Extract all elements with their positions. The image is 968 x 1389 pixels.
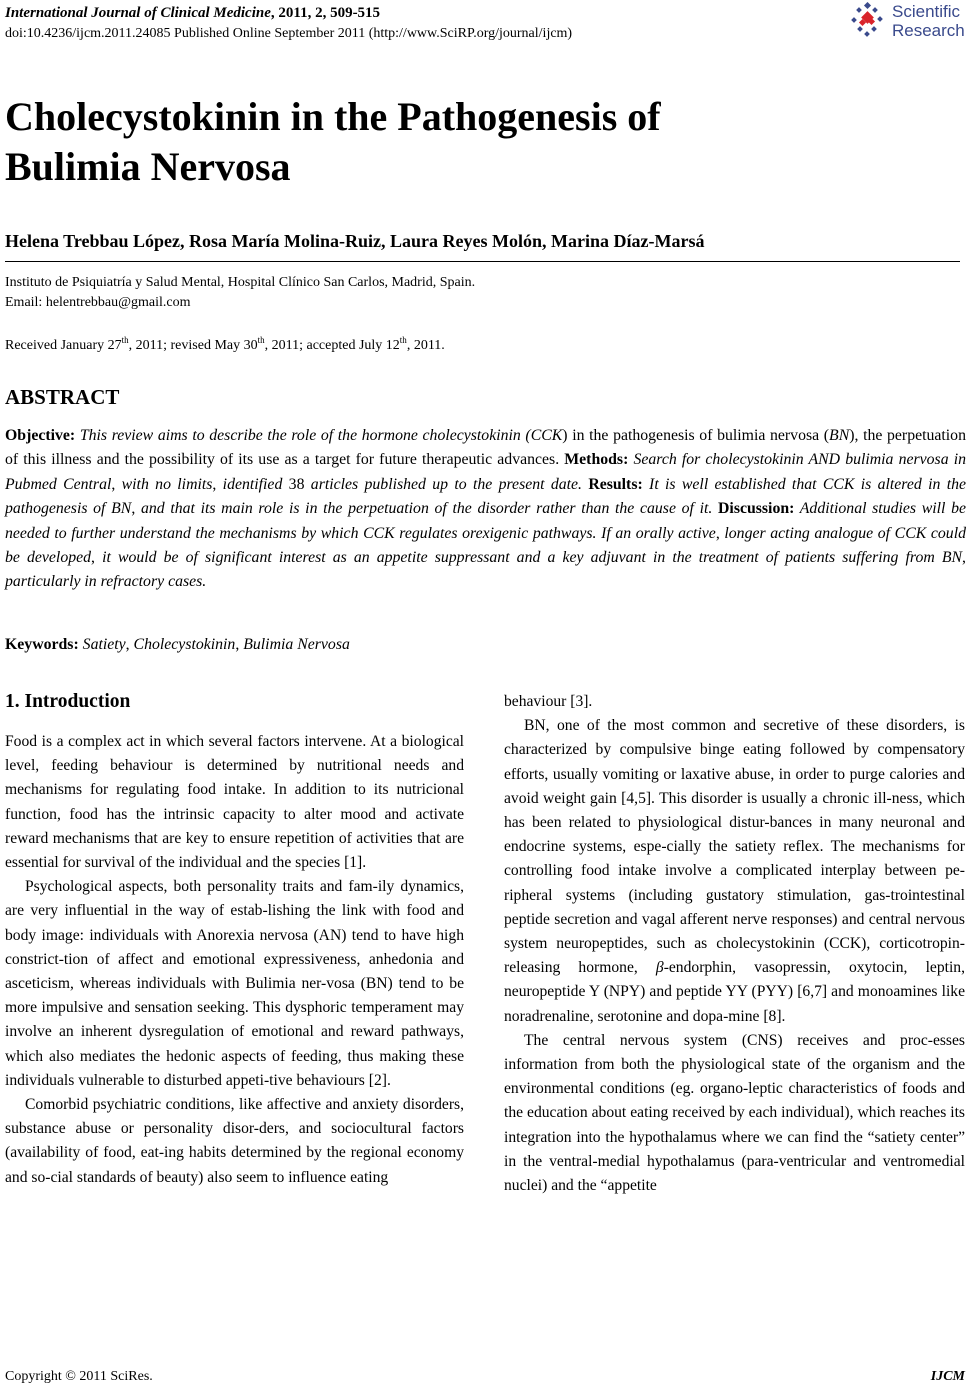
intro-paragraph: behaviour [3]. <box>504 693 593 710</box>
abstract-text: BN <box>829 427 850 444</box>
received-text: Received January 27 <box>5 338 122 353</box>
abstract-text: Search for cholecystokinin AND bulimia nervosa in Pubmed Central <box>5 451 966 493</box>
colon: : <box>623 451 629 469</box>
journal-issue: , 2011, 2, 509-515 <box>270 5 381 21</box>
paper-title <box>5 92 905 192</box>
logo-word-research: Research <box>892 21 965 40</box>
ordinal-suffix: th <box>121 335 129 345</box>
author-email: Email: helentrebbau@gmail.com <box>5 295 191 310</box>
abstract-body <box>5 424 966 595</box>
comma: , <box>715 524 720 542</box>
paragraph-text: BN, one of the most common and secretive of these disorders, is characterized by compulsive binge eating followed by compensatory efforts, usually vomiting or laxative abuse, in order to purge calories and avoid weight gain [4,5]. This disorder is usually a chronic ill-ness, which has been related to physiological distur-bances in many neuronal and endocrine systems, espe-cially the satiety reflex. The mechanisms for controlling food intake involve a complicated interplay between pe-ripheral systems (including gustatory stimulation, gas-trointestinal peptide secretion and vagal afferent nerve responses) and central nervous system neuropeptides, such as cholecystokinin (CCK), corticotropin-releasing hormone, <box>504 717 965 977</box>
left-column <box>5 730 464 1190</box>
methods-label: Methods <box>564 451 624 469</box>
journal-name: International Journal of Clinical Medicine <box>5 5 271 21</box>
right-column <box>504 690 965 1198</box>
year-text: , 2011. <box>406 338 445 353</box>
abstract-text: it would be of significant interest as an appetite suppressant and a key adjuvant in the treatment of patients suffering from BN <box>94 549 963 567</box>
abstract-text: identified <box>216 475 289 493</box>
abstract-text: 38 <box>288 475 305 493</box>
journal-header <box>5 4 380 22</box>
intro-paragraph <box>504 714 965 1029</box>
received-dates <box>5 336 445 356</box>
ordinal-suffix: th <box>257 335 265 345</box>
abstract-text: CCK <box>530 427 563 444</box>
abstract-text: articles published up to the present date. <box>304 475 589 493</box>
colon: : <box>69 427 76 444</box>
abstract-heading: ABSTRACT <box>5 385 120 409</box>
accepted-text: , 2011; accepted July 12 <box>264 338 400 353</box>
intro-paragraph: Comorbid psychiatric conditions, like affective and anxiety disorders, substance abuse or personality disor-ders, and sociocultural factors (availability of food, eat-ing habits determined by the regional economy and so-cial standards of beauty) also seem to influence eating <box>5 1096 464 1186</box>
comma: , <box>111 475 116 493</box>
comma: , <box>235 636 240 653</box>
abstract-text: with no limits <box>115 475 213 493</box>
keyword: Satiety <box>78 636 126 653</box>
paragraph-text: -endorphin, vasopressin, oxytocin, leptin, neuropeptide Y (NPY) and peptide YY (PYY) [6,7] and monoamines like noradrenaline, serotonine and dopa-mine [8]. <box>504 959 965 1025</box>
colon: : <box>73 636 79 653</box>
logo-word-scientific: Scientific <box>892 2 961 21</box>
footer-journal-abbr: IJCM <box>930 1369 965 1384</box>
abstract-text: ), the perpetuation of this illness and the possibility of its use as a target for future therapeutic advances. <box>5 427 966 469</box>
keyword: Bulimia Nervosa <box>239 636 350 653</box>
abstract-text: and that its main role is in the perpetuation of the disorder rather than the cause of it. <box>135 500 719 518</box>
discussion-label: Discussion <box>718 500 790 518</box>
colon: : <box>789 500 795 518</box>
title-line-1: Cholecystokinin in the Pathogenesis of <box>5 94 661 139</box>
abstract-text: ) in the pathogenesis of bulimia nervosa ( <box>562 427 830 444</box>
abstract-text: It is well established that CCK is altered in the pathogenesis of BN <box>5 475 967 518</box>
abstract-text: longer acting analogue of CCK could be developed <box>5 524 966 567</box>
keyword: Cholecystokinin <box>129 636 236 653</box>
intro-paragraph: Psychological aspects, both personality traits and fam-ily dynamics, are very influential in the way of estab-lishing the link with food and body image: individuals with Anorexia nervosa (AN) tend to have high constrict-tion of affect and emotional expressiveness, anhedonia and asceticism, whereas individuals with Bulimia ner-vosa (BN) tend to be more impulsive and sensation seeking. This dysphoric temperament may involve an inherent dysregulation of emotional and reward pathways, which also mediates the hedonic aspects of feeding, thus making these individuals vulnerable to disturbed appeti-tive behaviours [2]. <box>5 878 464 1089</box>
header-divider <box>5 261 960 262</box>
author-list: Helena Trebbau López, Rosa María Molina-Ruiz, Laura Reyes Molón, Marina Díaz-Marsá <box>5 231 705 251</box>
abstract-text: This review aims to describe the role of the hormone cholecystokinin ( <box>75 427 531 444</box>
comma: , <box>131 500 136 518</box>
introduction-heading: 1. Introduction <box>5 691 131 712</box>
comma: , <box>212 475 217 493</box>
affiliation: Instituto de Psiquiatría y Salud Mental, Hospital Clínico San Carlos, Madrid, Spain. <box>5 275 476 290</box>
intro-paragraph: The central nervous system (CNS) receives and proc-esses information from both the physiological state of the organism and the environmental conditions (eg. organo-leptic characteristics of foods and the education about eating received by each individual), which reaches its integration into the hypothalamus where we can find the “satiety center” in the ventral-medial hypothalamus (para-ventricular and ventromedial nuclei) and the “appetite <box>504 1031 965 1195</box>
comma: , <box>91 549 95 567</box>
ordinal-suffix: th <box>399 335 407 345</box>
revised-text: , 2011; revised May 30 <box>128 338 258 353</box>
comma: , <box>125 636 130 653</box>
comma: , <box>962 549 966 567</box>
objective-label: Objective <box>5 427 70 444</box>
footer-copyright: Copyright © 2011 SciRes. <box>5 1369 153 1384</box>
scientific-research-logo-icon <box>849 2 889 42</box>
keywords-label: Keywords <box>5 636 74 653</box>
intro-paragraph: Food is a complex act in which several factors intervene. At a biological level, feeding behaviour is determined by nutritional needs and mechanisms for regulating food intake. In addition to its nutricional function, food has the intrinsic capacity to alter mood and activate reward mechanisms that are key to ensure repetition of activities that are essential for survival of the individual and the species [1]. <box>5 733 464 872</box>
beta-symbol: β <box>655 959 664 977</box>
doi-line: doi:10.4236/ijcm.2011.24085 Published Online September 2011 (http://www.SciRP.org/journal/ijcm) <box>5 26 573 41</box>
abstract-text: Additional studies will be needed to further understand the mechanisms by which CCK regulates orexigenic pathways. If an orally active <box>5 500 967 542</box>
abstract-text: particularly in refractory cases. <box>5 573 207 591</box>
keywords <box>5 633 350 657</box>
results-label: Results <box>588 475 638 493</box>
colon: : <box>637 475 643 493</box>
publisher-logo <box>849 2 967 42</box>
title-line-2: Bulimia Nervosa <box>5 144 291 189</box>
